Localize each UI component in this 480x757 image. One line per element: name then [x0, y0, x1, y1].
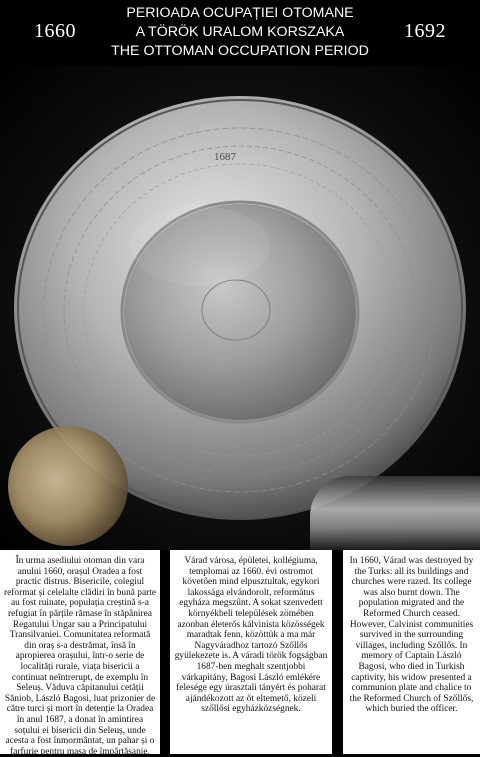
paragraph-romanian: În urma asediului otoman din vara anului 1660, orașul Oradea a fost practic distrus. Bisericile, colegiul reformat și celelalte clădiri în bună parte au fost ruinate, populația creștină s-a refugiat în părțile rămase în stăpânirea Regatului Ungar sau a Principatului Transilvaniei. Comunitatea reformată din oraș s-a destrămat, însă în apropierea orașului, într-o serie de localități rurale, viața bisericii a continuat neîntrerupt, de exemplu în Seleuș. Văduva căpitanului cetății Săniob, László Bagosi, luat prizonier de către turci și mort în detenție la Oradea în anul 1687, a donat în amintirea soțului ei bisericii din Seleuș, unde acesta a fost înmormântat, un pahar și o farfurie pentru masa de împărtășanie. [4, 556, 157, 757]
text-english [343, 550, 480, 754]
title-romanian: PERIOADA OCUPAȚIEI OTOMANE [126, 5, 354, 21]
historic-map-inset [8, 426, 128, 546]
title-english: THE OTTOMAN OCCUPATION PERIOD [111, 43, 369, 59]
title-block [80, 4, 400, 61]
plate-highlight [130, 206, 270, 286]
text-romanian [0, 550, 160, 757]
paragraph-english: In 1660, Várad was destroyed by the Turks: all its buildings and churches were razed. Its college was also burnt down. The population migrated and the Reformed Church ceased. However, Calvinist communities survived in the surrounding villages, including Szőllős. In memory of Captain László Bagosi, who died in Turkish captivity, his widow presented a communion plate and chalice to the Reformed Church of Szőllős, which buried the officer. [349, 556, 474, 715]
title-hungarian: A TÖRÖK URALOM KORSZAKA [135, 24, 345, 40]
year-end: 1692 [404, 20, 446, 42]
battle-engraving-inset [310, 476, 480, 550]
pewter-plate-photo [0, 66, 480, 550]
year-start: 1660 [34, 20, 76, 42]
engraved-year: 1687 [214, 151, 236, 163]
header [0, 0, 480, 66]
paragraph-hungarian: Várad városa, épületei, kollégiuma, templomai az 1660. évi ostromot követően mind elpusztultak, egykori lakossága elvándorolt, református egyháza megszűnt. A sokat szenvedett környékbeli települések zömében azonban életerős kálvinista közösségek maradtak fenn, közöttük a ma már Nagyváradhoz tartozó Szőllős gyülekezete is. A váradi török fogságban 1687-ben meghalt szentjobbi várkapitány, Bagosi László emlékére felesége egy úrasztali tányért és poharat ajándékozott az őt eltemető, közeli szőllősi egyházközségnek. [174, 556, 328, 715]
text-hungarian [170, 550, 332, 754]
